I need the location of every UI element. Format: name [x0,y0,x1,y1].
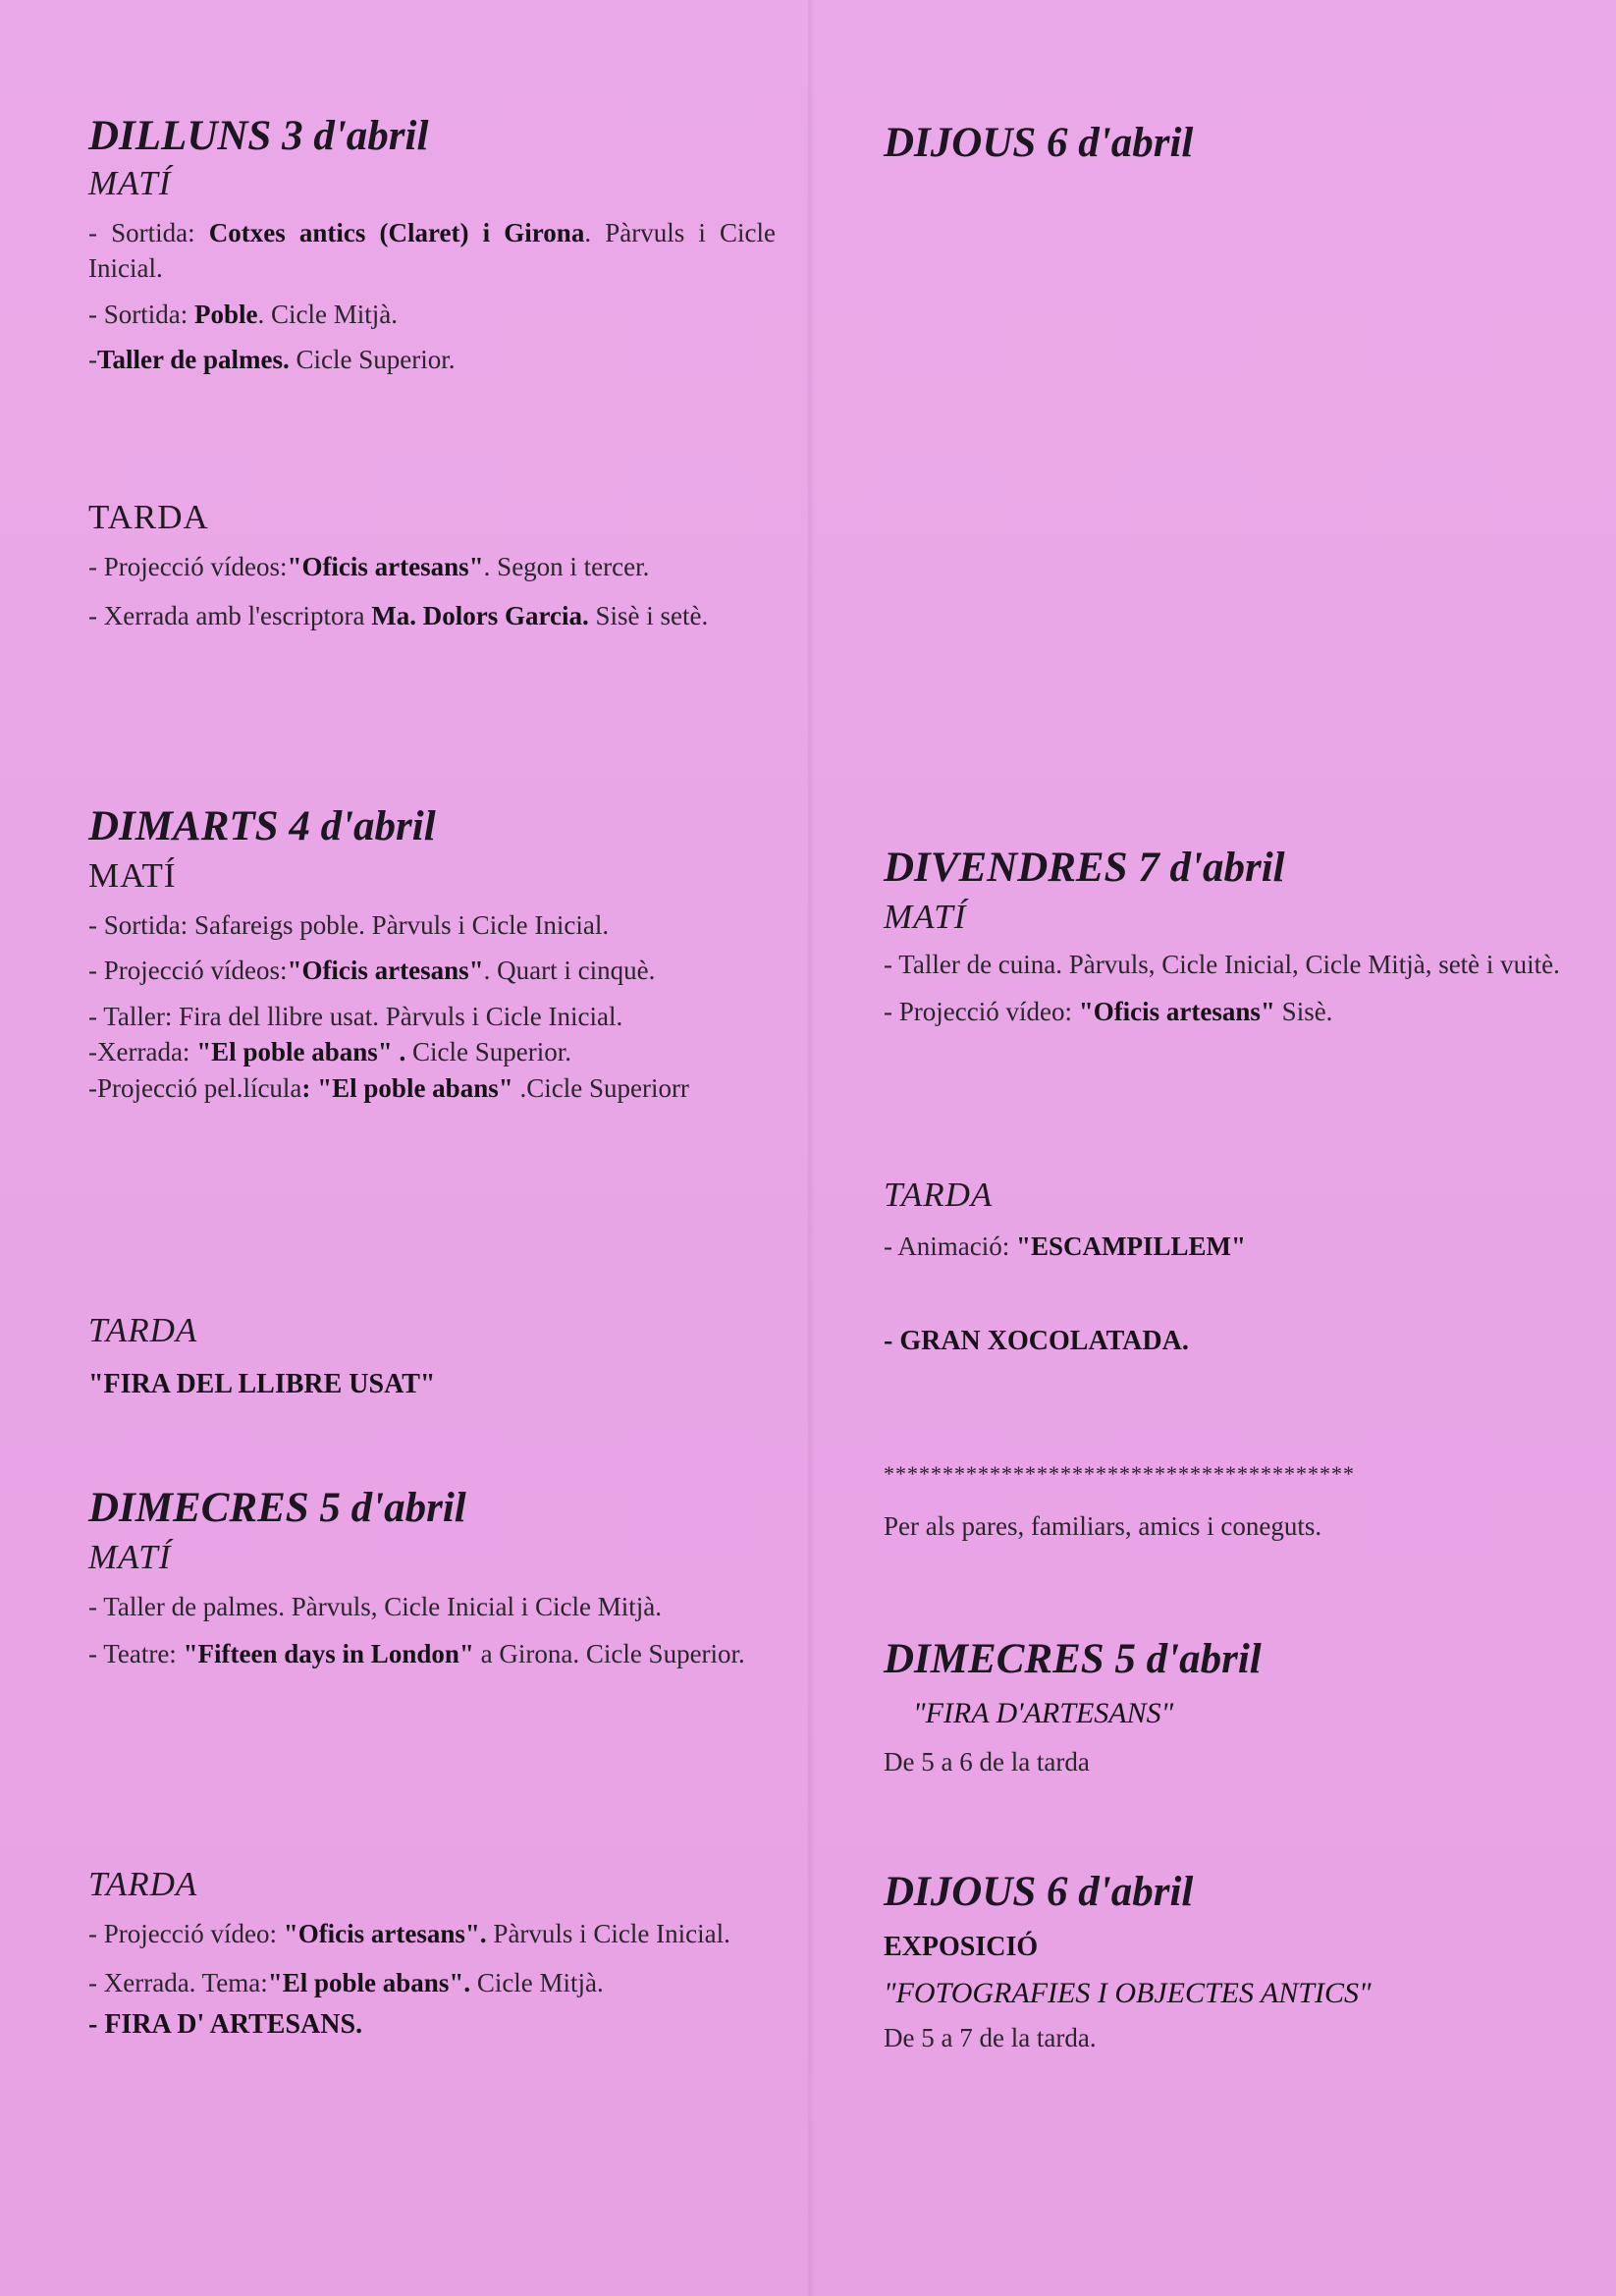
xocolatada: - GRAN XOCOLATADA. [884,1325,1189,1356]
tarda-event: "FIRA DEL LLIBRE USAT" [88,1368,436,1399]
divider-stars [884,1461,1571,1544]
event-time: De 5 a 7 de la tarda. [884,2023,1097,2053]
list-item: - Projecció vídeo: "Oficis artesans". Pàrvuls i Cicle Inicial. [88,1918,730,1948]
list-item: - Animació: "ESCAMPILLEM" [884,1230,1246,1261]
list-item: - Xerrada amb l'escriptora Ma. Dolors Garcia. Sisè i setè. [88,600,709,630]
list-item: - Projecció vídeos:"Oficis artesans". Segon i tercer. [88,551,650,581]
list-item: - Taller de palmes. Pàrvuls, Cicle Inicial i Cicle Mitjà. [88,1591,662,1621]
day-title: DIMECRES 5 d'abril [88,1485,466,1531]
list-item: -Xerrada: "El poble abans" . Cicle Superior. [88,1037,571,1067]
list-item: -Projecció pel.lícula: "El poble abans" .Cicle Superiorr [88,1072,689,1103]
day-title: DIJOUS 6 d'abril [884,1869,1194,1915]
dijous-section [884,120,1571,176]
public-dimecres [884,1636,1571,1780]
tarda-heading: TARDA [88,498,209,536]
day-title: DILLUNS 3 d'abril [88,113,429,159]
list-item: - Taller: Fira del llibre usat. Pàrvuls i Cicle Inicial. [88,1001,623,1031]
list-item: - Projecció vídeos:"Oficis artesans". Quart i cinquè. [88,956,656,986]
divendres-section [884,845,1571,1030]
tarda-heading: TARDA [88,1311,198,1349]
list-item: -Taller de palmes. Cicle Superior. [88,345,456,375]
dimarts-tarda [88,1312,776,1402]
public-dijous [884,1869,1571,2056]
day-title: DIMECRES 5 d'abril [884,1636,1262,1682]
day-title: DIMARTS 4 d'abril [88,803,436,849]
mati-heading: MATÍ [88,164,172,203]
dilluns-section [88,113,776,378]
divendres-tarda [884,1176,1571,1360]
event-title: "FOTOGRAFIES I OBJECTES ANTICS" [884,1977,1372,2010]
event-label: EXPOSICIÓ [884,1932,1039,1963]
list-item: - Taller de cuina. Pàrvuls, Cicle Inicial, Cicle Mitjà, setè i vuitè. [884,949,1560,979]
audience-note: Per als pares, familiars, amics i coneguts. [884,1511,1322,1541]
list-item: - Teatre: "Fifteen days in London" a Girona. Cicle Superior. [88,1639,745,1669]
tarda-heading: TARDA [884,1175,994,1214]
dijous-tarda [884,560,1571,570]
mati-list [88,215,776,378]
dilluns-tarda [88,499,776,633]
list-item: - Projecció vídeo: "Oficis artesans" Sisè. [884,997,1333,1027]
dimarts-section [88,803,776,1106]
mati-list [884,947,1571,1030]
tarda-event: - FIRA D' ARTESANS. [88,2009,363,2041]
dimecres-tarda [88,1866,776,2044]
mati-list [88,907,776,1106]
list-item: - Sortida: Safareigs poble. Pàrvuls i Cicle Inicial. [88,909,610,940]
list-item: - Sortida: Poble. Cicle Mitjà. [88,299,398,329]
mati-heading: MATÍ [884,898,967,937]
day-title: DIJOUS 6 d'abril [884,120,1194,166]
stars-divider: **************************************** [884,1461,1355,1486]
day-title: DIVENDRES 7 d'abril [884,845,1285,891]
tarda-heading: TARDA [88,1865,198,1903]
mati-heading: MATÍ [88,856,177,896]
dimecres-section [88,1485,776,1672]
mati-heading: MATÍ [88,1538,172,1577]
list-item: - Xerrada. Tema:"El poble abans". Cicle Mitjà. [88,1967,604,1997]
event-time: De 5 a 6 de la tarda [884,1747,1090,1777]
list-item: - Sortida: Cotxes antics (Claret) i Girona. Pàrvuls i Cicle Inicial. [88,217,776,284]
tarda-list [88,1916,776,2045]
tarda-list [88,549,776,634]
event-title: "FIRA D'ARTESANS" [913,1697,1174,1730]
mati-list [88,1589,776,1672]
